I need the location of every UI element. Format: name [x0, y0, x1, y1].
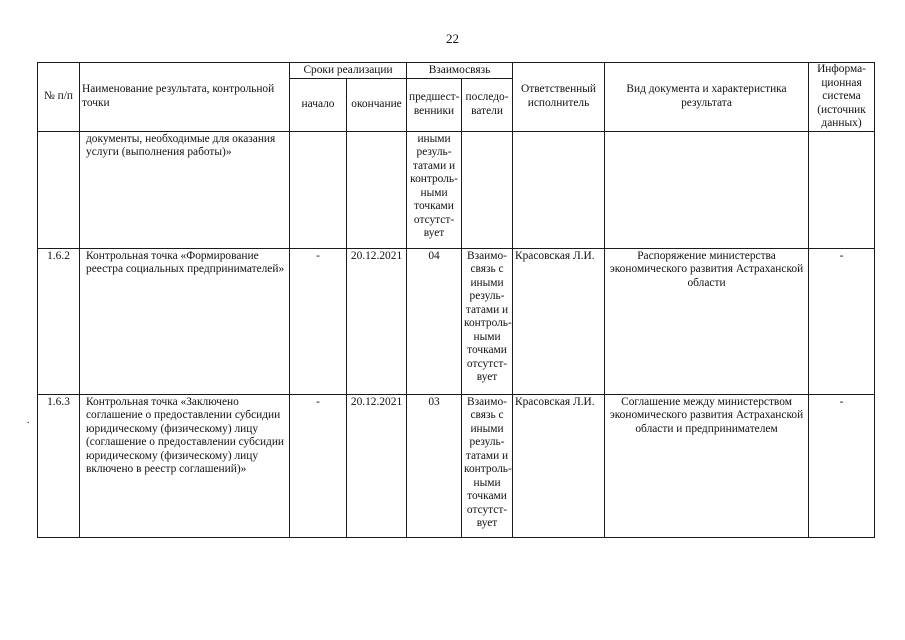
table-row: [38, 394, 875, 537]
header-end: окончание: [347, 79, 407, 131]
header-relation: Взаимосвязь: [407, 63, 513, 79]
cell-info-system: [809, 131, 875, 248]
cell-responsible: [513, 131, 605, 248]
cell-num: 1.6.2: [38, 248, 80, 394]
cell-name: документы, необходимые для оказания услуги (выполнения работы)»: [80, 131, 290, 248]
header-info-system: Информа-ционная система (источник данных): [809, 63, 875, 132]
cell-successors: [462, 131, 513, 248]
header-responsible: Ответственный исполнитель: [513, 63, 605, 132]
cell-responsible: Красовская Л.И.: [513, 248, 605, 394]
cell-info-system: -: [809, 394, 875, 537]
cell-end: [347, 131, 407, 248]
cell-name: Контрольная точка «Заключено соглашение о предоставлении субсидии юридическому (физическому) лицу (соглашение о предоставлении субсидии юридическому (физическому) лицу включено в реестр соглашений)»: [80, 394, 290, 537]
table-row: [38, 131, 875, 248]
cell-start: -: [290, 248, 347, 394]
cell-predecessors: иными резуль-татами и контроль-ными точками отсутст-вует: [407, 131, 462, 248]
cell-end: 20.12.2021: [347, 248, 407, 394]
cell-end: 20.12.2021: [347, 394, 407, 537]
cell-name: Контрольная точка «Формирование реестра социальных предпринимателей»: [80, 248, 290, 394]
cell-doc-type: Соглашение между министерством экономического развития Астраханской области и предпринимателем: [605, 394, 809, 537]
control-points-table: [37, 62, 875, 538]
header-predecessors: предшест-венники: [407, 79, 462, 131]
cell-responsible: Красовская Л.И.: [513, 394, 605, 537]
cell-successors: Взаимо-связь с иными резуль-татами и контроль-ными точками отсутст-вует: [462, 248, 513, 394]
header-row-top: [38, 63, 875, 79]
header-name: Наименование результата, контрольной точки: [80, 63, 290, 132]
cell-num: [38, 131, 80, 248]
header-successors: последо-ватели: [462, 79, 513, 131]
margin-mark: .: [27, 415, 30, 426]
cell-successors: Взаимо-связь с иными резуль-татами и контроль-ными точками отсутст-вует: [462, 394, 513, 537]
cell-start: [290, 131, 347, 248]
cell-predecessors: 04: [407, 248, 462, 394]
cell-doc-type: [605, 131, 809, 248]
header-start: начало: [290, 79, 347, 131]
page-number: 22: [446, 31, 459, 46]
cell-doc-type: Распоряжение министерства экономического развития Астраханской области: [605, 248, 809, 394]
header-doc-type: Вид документа и характеристика результата: [605, 63, 809, 132]
table-row: [38, 248, 875, 394]
cell-predecessors: 03: [407, 394, 462, 537]
cell-num: 1.6.3: [38, 394, 80, 537]
header-terms: Сроки реализации: [290, 63, 407, 79]
cell-start: -: [290, 394, 347, 537]
cell-info-system: -: [809, 248, 875, 394]
header-num: № п/п: [38, 63, 80, 132]
